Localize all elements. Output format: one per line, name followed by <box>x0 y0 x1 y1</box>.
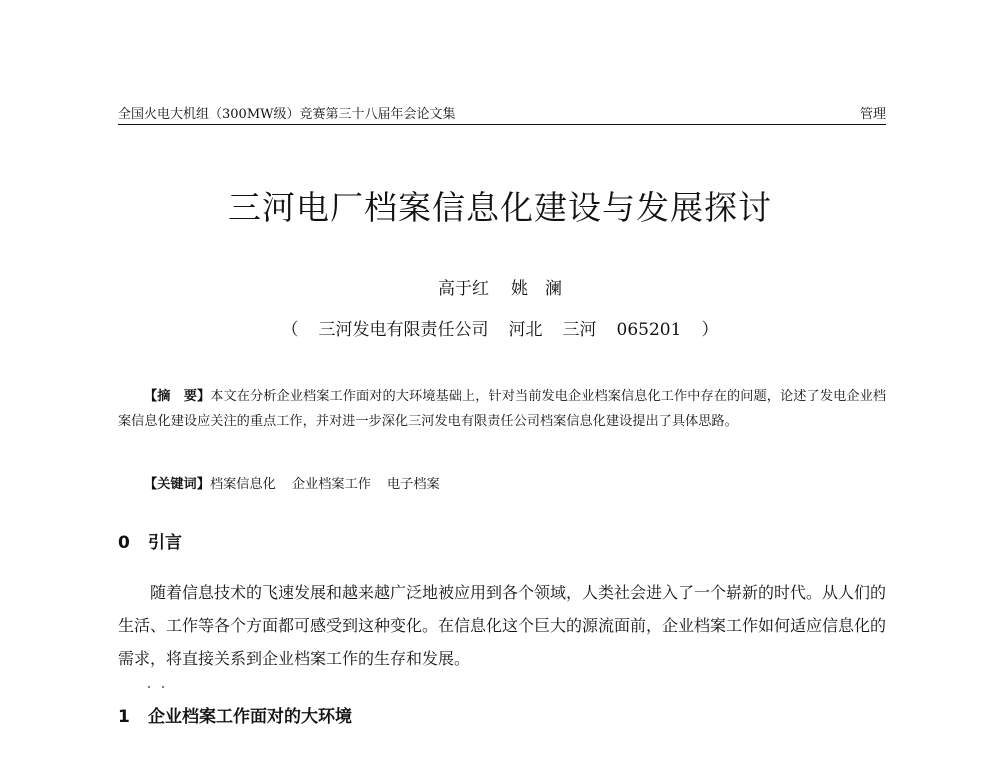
introduction-paragraph: 随着信息技术的飞速发展和越来越广泛地被应用到各个领域，人类社会进入了一个崭新的时代。从人们的生活、工作等各个方面都可感受到这种变化。在信息化这个巨大的源流面前，企业档案工作如何适应信息化的需求，将直接关系到企业档案工作的生存和发展。 <box>118 583 887 668</box>
keyword-item: 电子档案 <box>387 477 440 492</box>
keywords-label: 【关键词】 <box>144 477 210 492</box>
company-name: 三河发电有限责任公司 <box>318 320 489 340</box>
running-header-journal: 全国火电大机组（300MW级）竞赛第三十八届年会论文集 <box>118 107 456 122</box>
section-number: 0 <box>118 533 130 553</box>
affiliation <box>0 318 1000 342</box>
paren-close: ） <box>701 320 719 340</box>
scan-speck <box>162 686 164 688</box>
paren-open: （ <box>281 320 299 340</box>
paper-title: 三河电厂档案信息化建设与发展探讨 <box>228 188 772 227</box>
postcode: 065201 <box>616 320 682 340</box>
running-header-category: 管理 <box>859 107 886 122</box>
author-name: 姚 澜 <box>511 279 562 299</box>
keyword-item: 档案信息化 <box>209 477 276 492</box>
abstract <box>118 384 886 434</box>
affiliation-postcode <box>617 320 719 340</box>
section-heading-environment <box>118 705 352 729</box>
keywords <box>144 472 886 497</box>
header-rule <box>118 124 886 125</box>
affiliation-city: 三河 <box>562 320 597 340</box>
section-number: 1 <box>118 707 130 727</box>
keyword-item: 企业档案工作 <box>291 477 371 492</box>
scan-speck <box>148 686 150 688</box>
author-list <box>0 277 1000 301</box>
running-header <box>118 104 886 124</box>
section-title: 引言 <box>148 533 182 553</box>
abstract-text: 本文在分析企业档案工作面对的大环境基础上，针对当前发电企业档案信息化工作中存在的问题，论述了发电企业档案信息化建设应关注的重点工作，并对进一步深化三河发电有限责任公司档案信息化建设提出了具体思路。 <box>118 389 887 429</box>
affiliation-company <box>282 320 489 340</box>
section-heading-introduction <box>118 531 182 555</box>
abstract-label: 【摘 要】 <box>144 389 211 404</box>
author-name: 高于红 <box>438 279 489 299</box>
affiliation-province: 河北 <box>508 320 543 340</box>
section-title: 企业档案工作面对的大环境 <box>148 707 352 727</box>
